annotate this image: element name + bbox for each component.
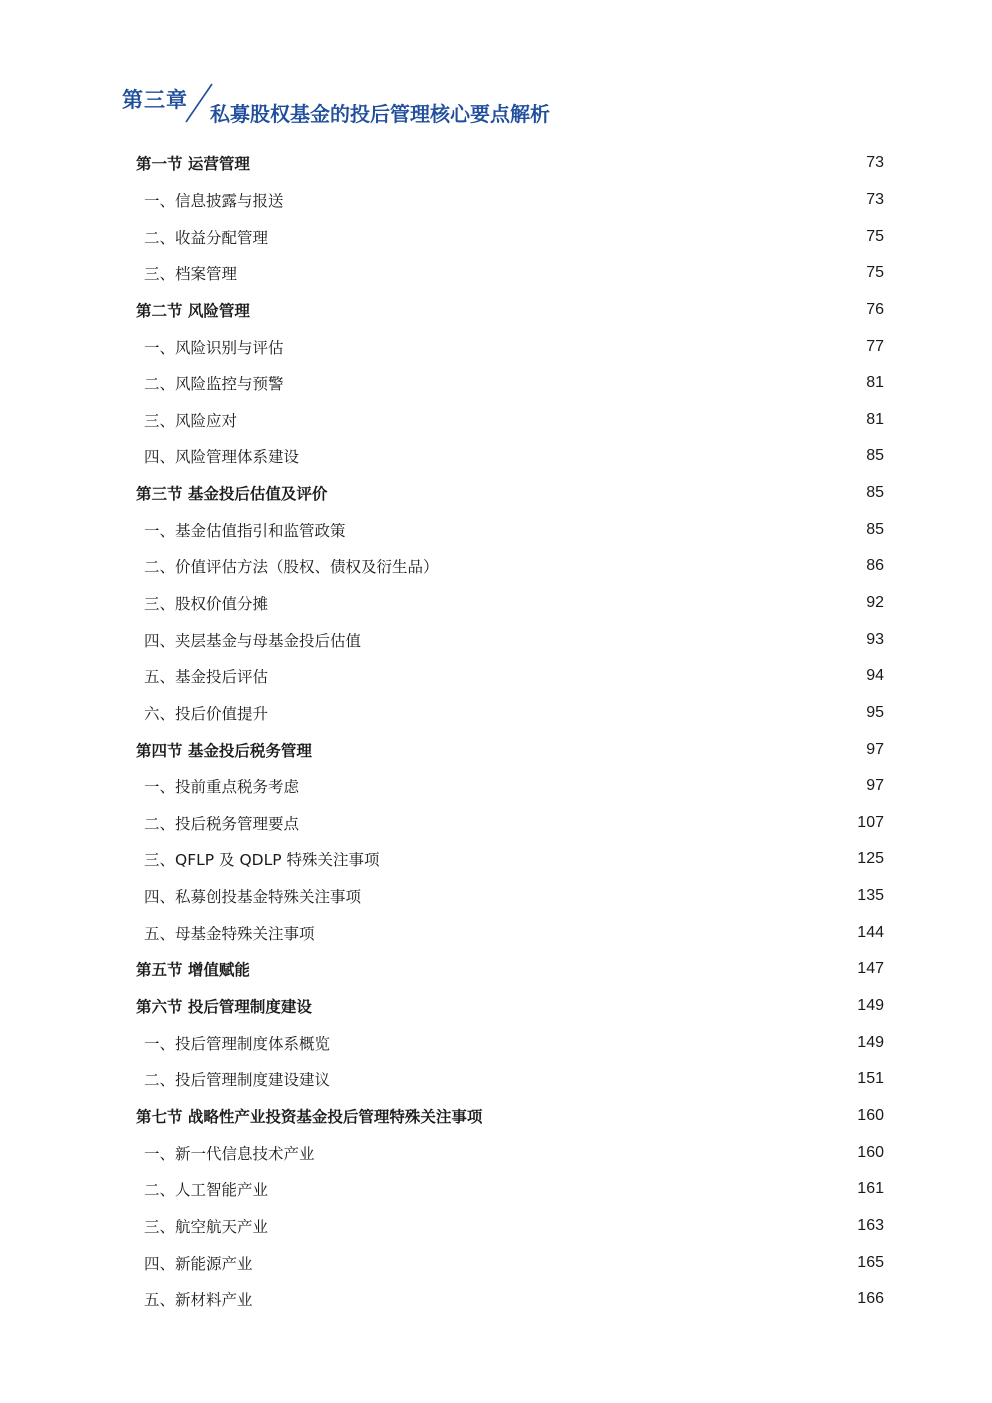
toc-entry-title: 第四节 基金投后税务管理 xyxy=(136,741,312,760)
toc-entry-title: 第三节 基金投后估值及评价 xyxy=(136,485,328,504)
toc-entry-title: 一、风险识别与评估 xyxy=(144,338,284,357)
toc-subsection-entry[interactable] xyxy=(136,1061,884,1098)
toc-entry-title: 第一节 运营管理 xyxy=(136,155,250,174)
toc-page-number: 95 xyxy=(866,703,884,721)
toc-entry-title: 三、航空航天产业 xyxy=(144,1217,269,1236)
toc-entry-title: 一、新一代信息技术产业 xyxy=(144,1144,315,1163)
toc-page-number: 94 xyxy=(866,667,884,685)
toc-entry-title: 五、新材料产业 xyxy=(144,1291,253,1310)
toc-entry-title: 二、价值评估方法（股权、债权及衍生品） xyxy=(144,558,439,577)
toc-page-number: 160 xyxy=(857,1143,884,1161)
toc-page-number: 161 xyxy=(857,1180,884,1198)
toc-entry-title: 二、投后管理制度建设建议 xyxy=(144,1071,331,1090)
toc-page-number: 149 xyxy=(857,1033,884,1051)
toc-subsection-entry[interactable] xyxy=(136,218,884,255)
toc-page-number: 93 xyxy=(866,630,884,648)
toc-page-number: 160 xyxy=(857,1106,884,1124)
chapter-header xyxy=(122,82,622,132)
toc-page-number: 77 xyxy=(866,337,884,355)
toc-page-number: 135 xyxy=(857,887,884,905)
toc-subsection-entry[interactable] xyxy=(136,878,884,915)
toc-entry-title: 二、投后税务管理要点 xyxy=(144,814,300,833)
toc-page-number: 76 xyxy=(866,300,884,318)
toc-page-number: 97 xyxy=(866,740,884,758)
toc-entry-title: 四、私募创投基金特殊关注事项 xyxy=(144,888,362,907)
toc-section-entry[interactable] xyxy=(136,951,884,988)
toc-page-number: 75 xyxy=(866,264,884,282)
chapter-label: 第三章 xyxy=(122,88,188,112)
toc-subsection-entry[interactable] xyxy=(136,841,884,878)
toc-subsection-entry[interactable] xyxy=(136,805,884,842)
toc-entry-title: 第七节 战略性产业投资基金投后管理特殊关注事项 xyxy=(136,1107,483,1126)
toc-page-number: 125 xyxy=(857,850,884,868)
toc-page-number: 97 xyxy=(866,777,884,795)
toc-subsection-entry[interactable] xyxy=(136,1171,884,1208)
toc-page-number: 81 xyxy=(866,410,884,428)
toc-subsection-entry[interactable] xyxy=(136,914,884,951)
toc-page-number: 75 xyxy=(866,227,884,245)
toc-subsection-entry[interactable] xyxy=(136,585,884,622)
toc-entry-title: 四、夹层基金与母基金投后估值 xyxy=(144,631,362,650)
toc-page-number: 151 xyxy=(857,1070,884,1088)
toc-section-entry[interactable] xyxy=(136,731,884,768)
toc-entry-title: 一、投后管理制度体系概览 xyxy=(144,1034,331,1053)
toc-entry-title: 第六节 投后管理制度建设 xyxy=(136,998,312,1017)
toc-page-number: 86 xyxy=(866,557,884,575)
toc-entry-title: 四、风险管理体系建设 xyxy=(144,448,300,467)
toc-page-number: 147 xyxy=(857,960,884,978)
toc-page-number: 163 xyxy=(857,1216,884,1234)
toc-subsection-entry[interactable] xyxy=(136,328,884,365)
toc-entry-title: 三、风险应对 xyxy=(144,411,238,430)
toc-subsection-entry[interactable] xyxy=(136,365,884,402)
toc-subsection-entry[interactable] xyxy=(136,511,884,548)
toc-section-entry[interactable] xyxy=(136,988,884,1025)
toc-page-number: 85 xyxy=(866,520,884,538)
toc-entry-title: 三、股权价值分摊 xyxy=(144,595,269,613)
chapter-title: 私募股权基金的投后管理核心要点解析 xyxy=(210,102,550,126)
toc-entry-title: 六、投后价值提升 xyxy=(144,704,269,723)
toc-entry-title: 一、信息披露与报送 xyxy=(144,191,284,210)
toc-page-number: 107 xyxy=(857,813,884,831)
toc-page-number: 81 xyxy=(866,374,884,392)
toc-subsection-entry[interactable] xyxy=(136,255,884,292)
toc-entry-title: 五、母基金特殊关注事项 xyxy=(144,924,315,943)
toc-entry-title: 一、投前重点税务考虑 xyxy=(144,778,300,797)
toc-subsection-entry[interactable] xyxy=(136,182,884,219)
toc-subsection-entry[interactable] xyxy=(136,1208,884,1245)
toc-page-number: 85 xyxy=(866,447,884,465)
toc-subsection-entry[interactable] xyxy=(136,1244,884,1281)
toc-page-number: 73 xyxy=(866,190,884,208)
toc-entry-title: 二、收益分配管理 xyxy=(144,228,269,247)
toc-page-number: 165 xyxy=(857,1253,884,1271)
toc-page-number: 92 xyxy=(866,594,884,611)
toc-subsection-entry[interactable] xyxy=(136,1134,884,1171)
toc-subsection-entry[interactable] xyxy=(136,1024,884,1061)
toc-page-number: 144 xyxy=(857,923,884,941)
toc-subsection-entry[interactable] xyxy=(136,658,884,695)
toc-entry-title: 五、基金投后评估 xyxy=(144,668,269,687)
toc-subsection-entry[interactable] xyxy=(136,1281,884,1318)
toc-entry-title: 三、QFLP 及 QDLP 特殊关注事项 xyxy=(144,851,380,870)
toc-page-number: 85 xyxy=(866,484,884,502)
toc-subsection-entry[interactable] xyxy=(136,548,884,585)
toc-section-entry[interactable] xyxy=(136,1098,884,1135)
toc-entry-title: 三、档案管理 xyxy=(144,265,238,284)
table-of-contents xyxy=(136,145,884,1318)
toc-entry-title: 第五节 增值赋能 xyxy=(136,961,250,980)
toc-section-entry[interactable] xyxy=(136,475,884,512)
toc-entry-title: 四、新能源产业 xyxy=(144,1254,253,1273)
toc-subsection-entry[interactable] xyxy=(136,438,884,475)
toc-page-number: 149 xyxy=(857,997,884,1015)
toc-subsection-entry[interactable] xyxy=(136,768,884,805)
toc-page-number: 73 xyxy=(866,154,884,172)
toc-entry-title: 一、基金估值指引和监管政策 xyxy=(144,521,346,540)
toc-subsection-entry[interactable] xyxy=(136,401,884,438)
toc-section-entry[interactable] xyxy=(136,292,884,329)
toc-entry-title: 二、风险监控与预警 xyxy=(144,375,284,394)
toc-section-entry[interactable] xyxy=(136,145,884,182)
toc-page-number: 166 xyxy=(857,1290,884,1308)
toc-entry-title: 第二节 风险管理 xyxy=(136,301,250,320)
toc-subsection-entry[interactable] xyxy=(136,621,884,658)
toc-entry-title: 二、人工智能产业 xyxy=(144,1181,269,1200)
toc-subsection-entry[interactable] xyxy=(136,695,884,732)
